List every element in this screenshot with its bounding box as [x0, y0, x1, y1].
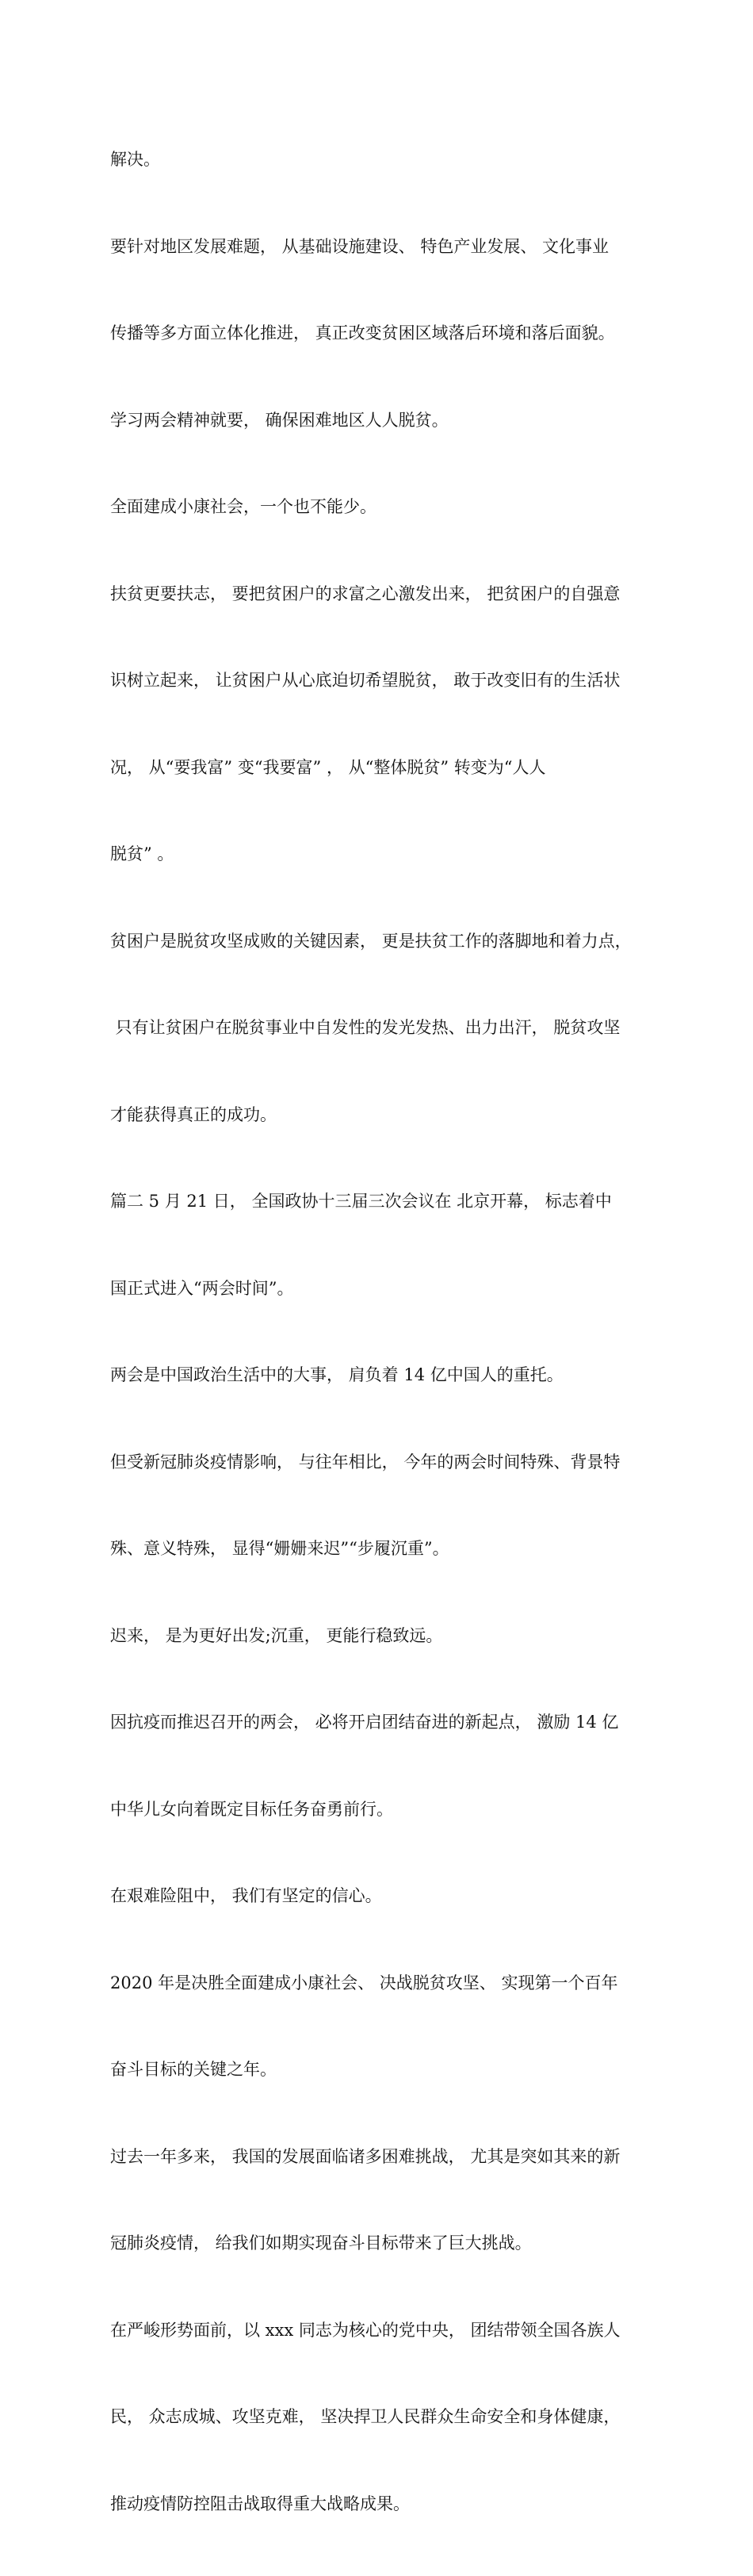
- text-line: 传播等多方面立体化推进， 真正改变贫困区域落后环境和落后面貌。: [110, 323, 615, 343]
- text-line: 只有让贫困户在脱贫事业中自发性的发光发热、出力出汗， 脱贫攻坚: [110, 1018, 621, 1037]
- text-line: 才能获得真正的成功。: [110, 1104, 277, 1124]
- text-line: 脱贫” 。: [110, 844, 174, 863]
- text-line: 篇二 5 月 21 日， 全国政协十三届三次会议在 北京开幕， 标志着中: [110, 1192, 612, 1211]
- text-line: 殊、意义特殊， 显得“姗姗来迟”“步履沉重”。: [110, 1539, 449, 1558]
- text-line: 奋斗目标的关键之年。: [110, 2060, 277, 2079]
- text-line: 因抗疫而推迟召开的两会， 必将开启团结奋进的新起点， 激励 14 亿: [110, 1713, 619, 1732]
- text-line: 况， 从“要我富” 变“我要富” ， 从“整体脱贫” 转变为“人人: [110, 757, 546, 777]
- text-line: 迟来， 是为更好出发;沉重， 更能行稳致远。: [110, 1625, 443, 1645]
- text-line: 国正式进入“两会时间”。: [110, 1278, 294, 1298]
- text-line: 冠肺炎疫情， 给我们如期实现奋斗目标带来了巨大挑战。: [110, 2233, 532, 2253]
- text-line: 2020 年是决胜全面建成小康社会、 决战脱贫攻坚、 实现第一个百年: [110, 1973, 618, 1992]
- text-line: 识树立起来， 让贫困户从心底迫切希望脱贫， 敢于改变旧有的生活状: [110, 671, 621, 690]
- text-line: 贫困户是脱贫攻坚成败的关键因素， 更是扶贫工作的落脚地和着力点，: [110, 931, 632, 951]
- text-line: 在严峻形势面前，以 xxx 同志为核心的党中央， 团结带领全国各族人: [110, 2320, 621, 2340]
- text-line: 扶贫更要扶志， 要把贫困户的求富之心激发出来， 把贫困户的自强意: [110, 584, 621, 603]
- text-line: 推动疫情防控阻击战取得重大战略成果。: [110, 2494, 410, 2513]
- text-line: 中华儿女向着既定目标任务奋勇前行。: [110, 1799, 393, 1819]
- text-line: 但受新冠肺炎疫情影响， 与往年相比， 今年的两会时间特殊、背景特: [110, 1452, 621, 1472]
- text-line: 学习两会精神就要， 确保困难地区人人脱贫。: [110, 410, 449, 430]
- text-line: 民， 众志成城、攻坚克难， 坚决捍卫人民群众生命安全和身体健康，: [110, 2407, 621, 2426]
- text-line: 解决。: [110, 150, 160, 169]
- text-line: 两会是中国政治生活中的大事， 肩负着 14 亿中国人的重托。: [110, 1365, 564, 1384]
- text-line: 要针对地区发展难题， 从基础设施建设、 特色产业发展、 文化事业: [110, 236, 610, 256]
- document-body: [110, 87, 665, 2576]
- text-line: 全面建成小康社会，一个也不能少。: [110, 497, 376, 516]
- text-line: 过去一年多来， 我国的发展面临诸多困难挑战， 尤其是突如其来的新: [110, 2146, 621, 2166]
- text-line: 在艰难险阻中， 我们有坚定的信心。: [110, 1886, 382, 1905]
